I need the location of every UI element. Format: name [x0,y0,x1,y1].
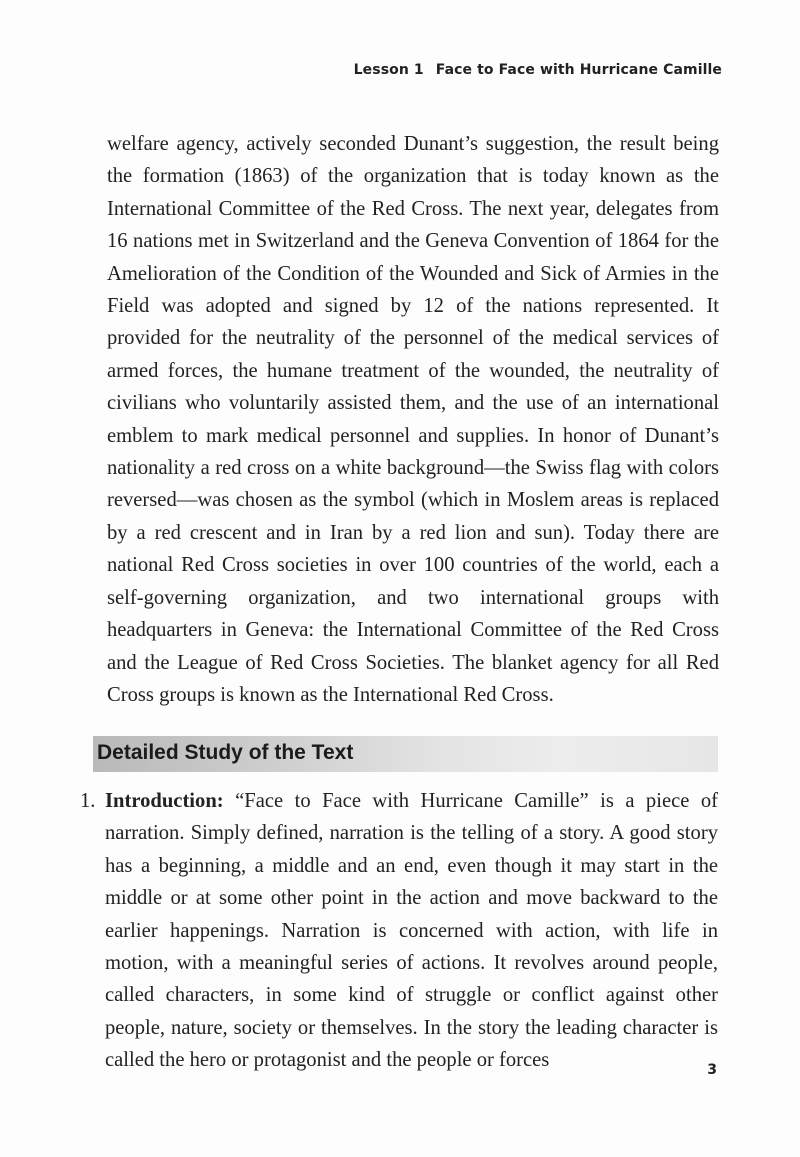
body-paragraph: welfare agency, actively seconded Dunant’s suggestion, the result being the formation (1863) of the organization that is today known as the International Committee of the Red Cross. The next year, delegates from 16 nations met in Switzerland and the Geneva Convention of 1864 for the Amelioration of the Condition of the Wounded and Sick of Armies in the Field was adopted and signed by 12 of the nations represented. It provided for the neutrality of the personnel of the medical services of armed forces, the humane treatment of the wounded, the neutrality of civilians who voluntarily assisted them, and the use of an international emblem to mark medical personnel and supplies. In honor of Dunant’s nationality a red cross on a white background—the Swiss flag with colors reversed—was chosen as the symbol (which in Moslem areas is replaced by a red crescent and in Iran by a red lion and sun). Today there are national Red Cross societies in over 100 countries of the world, each a self-governing organization, and two international groups with headquarters in Geneva: the International Committee of the Red Cross and the League of Red Cross Societies. The blanket agency for all Red Cross groups is known as the International Red Cross. [107,133,719,706]
lesson-title: Face to Face with Hurricane Camille [435,62,722,78]
item-text [105,785,718,1077]
item-number: 1. [80,790,96,812]
page-number: 3 [707,1062,717,1078]
item-lead: Introduction: [105,790,224,812]
item-body: “Face to Face with Hurricane Camille” is a piece of narration. Simply defined, narration is the telling of a story. A good story has a beginning, a middle and an end, even though it may start in the middle or at some other point in the action and move backward to the earlier happenings. Narration is concerned with action, with life in motion, with a meaningful series of actions. It revolves around people, called characters, in some kind of struggle or conflict against other people, nature, society or themselves. In the story the leading character is called the hero or protagonist and the people or forces [105,790,718,1072]
lesson-number: Lesson 1 [353,62,424,78]
section-heading: Detailed Study of the Text [97,741,354,764]
running-header [354,62,722,78]
list-item [80,785,720,1077]
